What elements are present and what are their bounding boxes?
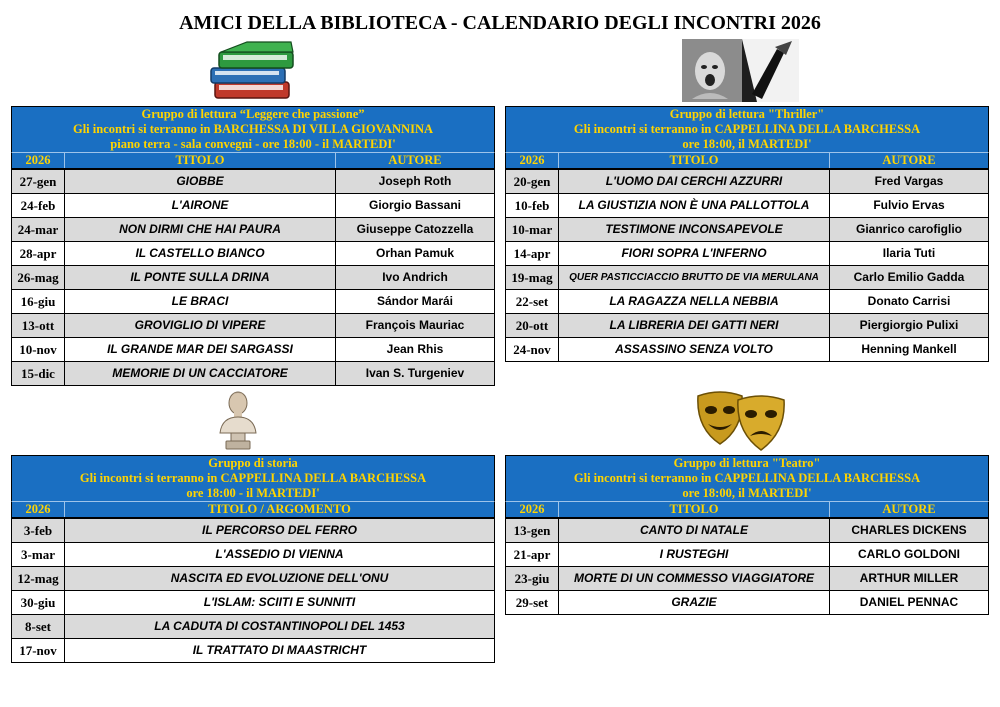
row-title: IL GRANDE MAR DEI SARGASSI <box>65 338 336 361</box>
row-title: NON DIRMI CHE HAI PAURA <box>65 218 336 241</box>
row-date: 8-set <box>12 615 65 638</box>
row-title: IL PERCORSO DEL FERRO <box>202 523 357 537</box>
row-date: 13-ott <box>12 314 65 337</box>
row-date: 30-giu <box>12 591 65 614</box>
table-header-leggere <box>11 106 495 152</box>
row-date: 15-dic <box>12 362 65 385</box>
table-row <box>11 338 495 362</box>
row-title: IL PONTE SULLA DRINA <box>65 266 336 289</box>
row-date: 24-mar <box>12 218 65 241</box>
table-header-thriller <box>505 106 989 152</box>
table-header-storia <box>11 455 495 501</box>
row-date: 19-mag <box>506 266 559 289</box>
col-year: 2026 <box>506 502 559 517</box>
row-date: 10-mar <box>506 218 559 241</box>
table-row <box>505 169 989 194</box>
row-date: 22-set <box>506 290 559 313</box>
row-date: 20-ott <box>506 314 559 337</box>
row-title: IL TRATTATO DI MAASTRICHT <box>192 643 367 657</box>
group-time: ore 18:00, il MARTEDI' <box>682 486 812 500</box>
group-venue: Gli incontri si terranno in CAPPELLINA DELLA BARCHESSA <box>573 471 921 485</box>
table-row <box>11 615 495 639</box>
col-title: TITOLO <box>65 153 336 168</box>
row-title: GIOBBE <box>65 170 336 193</box>
row-date: 13-gen <box>506 519 559 542</box>
row-date: 16-giu <box>12 290 65 313</box>
row-title: QUER PASTICCIACCIO BRUTTO DE VIA MERULANA <box>559 266 830 289</box>
row-title: TESTIMONE INCONSAPEVOLE <box>559 218 830 241</box>
row-author: ARTHUR MILLER <box>859 571 959 585</box>
table-row <box>11 194 495 218</box>
column-headers <box>505 501 989 518</box>
row-date: 21-apr <box>506 543 559 566</box>
row-author: Fulvio Ervas <box>873 198 945 212</box>
group-venue: Gli incontri si terranno in CAPPELLINA DELLA BARCHESSA <box>79 471 427 485</box>
row-author: CARLO GOLDONI <box>858 547 960 561</box>
row-author: Carlo Emilio Gadda <box>853 270 965 284</box>
row-title: L'ASSEDIO DI VIENNA <box>215 547 344 561</box>
col-title: TITOLO / ARGOMENTO <box>208 502 351 516</box>
row-title: L'ISLAM: SCIITI E SUNNITI <box>203 595 356 609</box>
row-date: 3-mar <box>12 543 65 566</box>
table-row <box>11 543 495 567</box>
row-author: Ivo Andrich <box>382 270 448 284</box>
row-author: Giorgio Bassani <box>368 198 462 212</box>
row-author: Henning Mankell <box>861 342 957 356</box>
table-storia <box>11 455 495 663</box>
table-row <box>11 639 495 663</box>
table-row <box>11 242 495 266</box>
table-thriller <box>505 106 989 362</box>
row-date: 27-gen <box>12 170 65 193</box>
row-title: IL CASTELLO BIANCO <box>65 242 336 265</box>
table-row <box>505 543 989 567</box>
group-name: Gruppo di lettura "Teatro" <box>673 456 821 470</box>
row-date: 12-mag <box>12 567 65 590</box>
table-row <box>505 314 989 338</box>
col-title: TITOLO <box>559 153 830 168</box>
col-title: TITOLO <box>559 502 830 517</box>
group-time: ore 18:00, il MARTEDI' <box>682 137 812 151</box>
thriller-photo-icon <box>682 39 799 102</box>
table-row <box>505 194 989 218</box>
row-title: I RUSTEGHI <box>559 543 830 566</box>
row-title: LA CADUTA DI COSTANTINOPOLI DEL 1453 <box>154 619 405 633</box>
group-name: Gruppo di lettura “Leggere che passione” <box>141 107 365 121</box>
table-row <box>505 266 989 290</box>
row-author: Jean Rhis <box>386 342 444 356</box>
table-row <box>11 591 495 615</box>
row-title: L'UOMO DAI CERCHI AZZURRI <box>559 170 830 193</box>
table-row <box>11 266 495 290</box>
table-leggere <box>11 106 495 386</box>
table-row <box>11 169 495 194</box>
group-name: Gruppo di storia <box>208 456 298 470</box>
col-author: AUTORE <box>882 502 936 516</box>
row-title: LE BRACI <box>65 290 336 313</box>
row-date: 28-apr <box>12 242 65 265</box>
row-date: 10-nov <box>12 338 65 361</box>
row-author: Piergiorgio Pulixi <box>859 318 959 332</box>
group-time: piano terra - sala convegni - ore 18:00 - il MARTEDI' <box>110 137 396 151</box>
row-author: CHARLES DICKENS <box>851 523 967 537</box>
column-headers <box>11 501 495 518</box>
row-title: CANTO DI NATALE <box>559 519 830 542</box>
col-author: AUTORE <box>388 153 442 167</box>
row-date: 24-nov <box>506 338 559 361</box>
page-title: AMICI DELLA BIBLIOTECA - CALENDARIO DEGLI INCONTRI 2026 <box>179 12 821 34</box>
row-author: DANIEL PENNAC <box>859 595 959 609</box>
table-row <box>11 362 495 386</box>
row-author: Donato Carrisi <box>867 294 951 308</box>
group-venue: Gli incontri si terranno in BARCHESSA DI VILLA GIOVANNINA <box>72 122 434 136</box>
column-headers <box>11 152 495 169</box>
roman-bust-icon <box>216 389 260 453</box>
group-name: Gruppo di lettura "Thriller" <box>669 107 825 121</box>
table-header-teatro <box>505 455 989 501</box>
row-title: ASSASSINO SENZA VOLTO <box>559 338 830 361</box>
table-row <box>11 218 495 242</box>
row-author: Fred Vargas <box>874 174 944 188</box>
table-row <box>505 290 989 314</box>
row-author: Joseph Roth <box>378 174 452 188</box>
table-row <box>11 314 495 338</box>
row-author: Ilaria Tuti <box>882 246 936 260</box>
group-venue: Gli incontri si terranno in CAPPELLINA DELLA BARCHESSA <box>573 122 921 136</box>
row-author: François Mauriac <box>365 318 465 332</box>
row-title: NASCITA ED EVOLUZIONE DELL'ONU <box>170 571 389 585</box>
row-title: LA GIUSTIZIA NON È UNA PALLOTTOLA <box>559 194 830 217</box>
row-title: MEMORIE DI UN CACCIATORE <box>65 362 336 385</box>
row-title: MORTE DI UN COMMESSO VIAGGIATORE <box>559 567 830 590</box>
row-title: GRAZIE <box>559 591 830 614</box>
col-year: 2026 <box>12 502 65 517</box>
row-date: 3-feb <box>12 519 65 542</box>
row-title: FIORI SOPRA L'INFERNO <box>559 242 830 265</box>
table-teatro <box>505 455 989 615</box>
row-author: Sándor Marái <box>376 294 454 308</box>
row-author: Giuseppe Catozzella <box>356 222 474 236</box>
col-year: 2026 <box>12 153 65 168</box>
row-title: LA RAGAZZA NELLA NEBBIA <box>559 290 830 313</box>
row-date: 14-apr <box>506 242 559 265</box>
row-title: L'AIRONE <box>65 194 336 217</box>
books-icon <box>207 38 299 104</box>
row-date: 24-feb <box>12 194 65 217</box>
row-author: Ivan S. Turgeniev <box>365 366 465 380</box>
row-date: 23-giu <box>506 567 559 590</box>
row-author: Orhan Pamuk <box>375 246 455 260</box>
column-headers <box>505 152 989 169</box>
row-title: GROVIGLIO DI VIPERE <box>65 314 336 337</box>
row-date: 29-set <box>506 591 559 614</box>
row-author: Gianrico carofiglio <box>855 222 963 236</box>
theatre-masks-icon <box>694 388 788 454</box>
table-row <box>11 518 495 543</box>
table-row <box>11 290 495 314</box>
table-row <box>505 242 989 266</box>
col-author: AUTORE <box>882 153 936 167</box>
row-title: LA LIBRERIA DEI GATTI NERI <box>559 314 830 337</box>
table-row <box>505 567 989 591</box>
row-date: 17-nov <box>12 639 65 662</box>
col-year: 2026 <box>506 153 559 168</box>
table-row <box>11 567 495 591</box>
table-row <box>505 591 989 615</box>
table-row <box>505 518 989 543</box>
row-date: 10-feb <box>506 194 559 217</box>
table-row <box>505 218 989 242</box>
group-time: ore 18:00 - il MARTEDI' <box>186 486 320 500</box>
row-date: 20-gen <box>506 170 559 193</box>
table-row <box>505 338 989 362</box>
row-date: 26-mag <box>12 266 65 289</box>
